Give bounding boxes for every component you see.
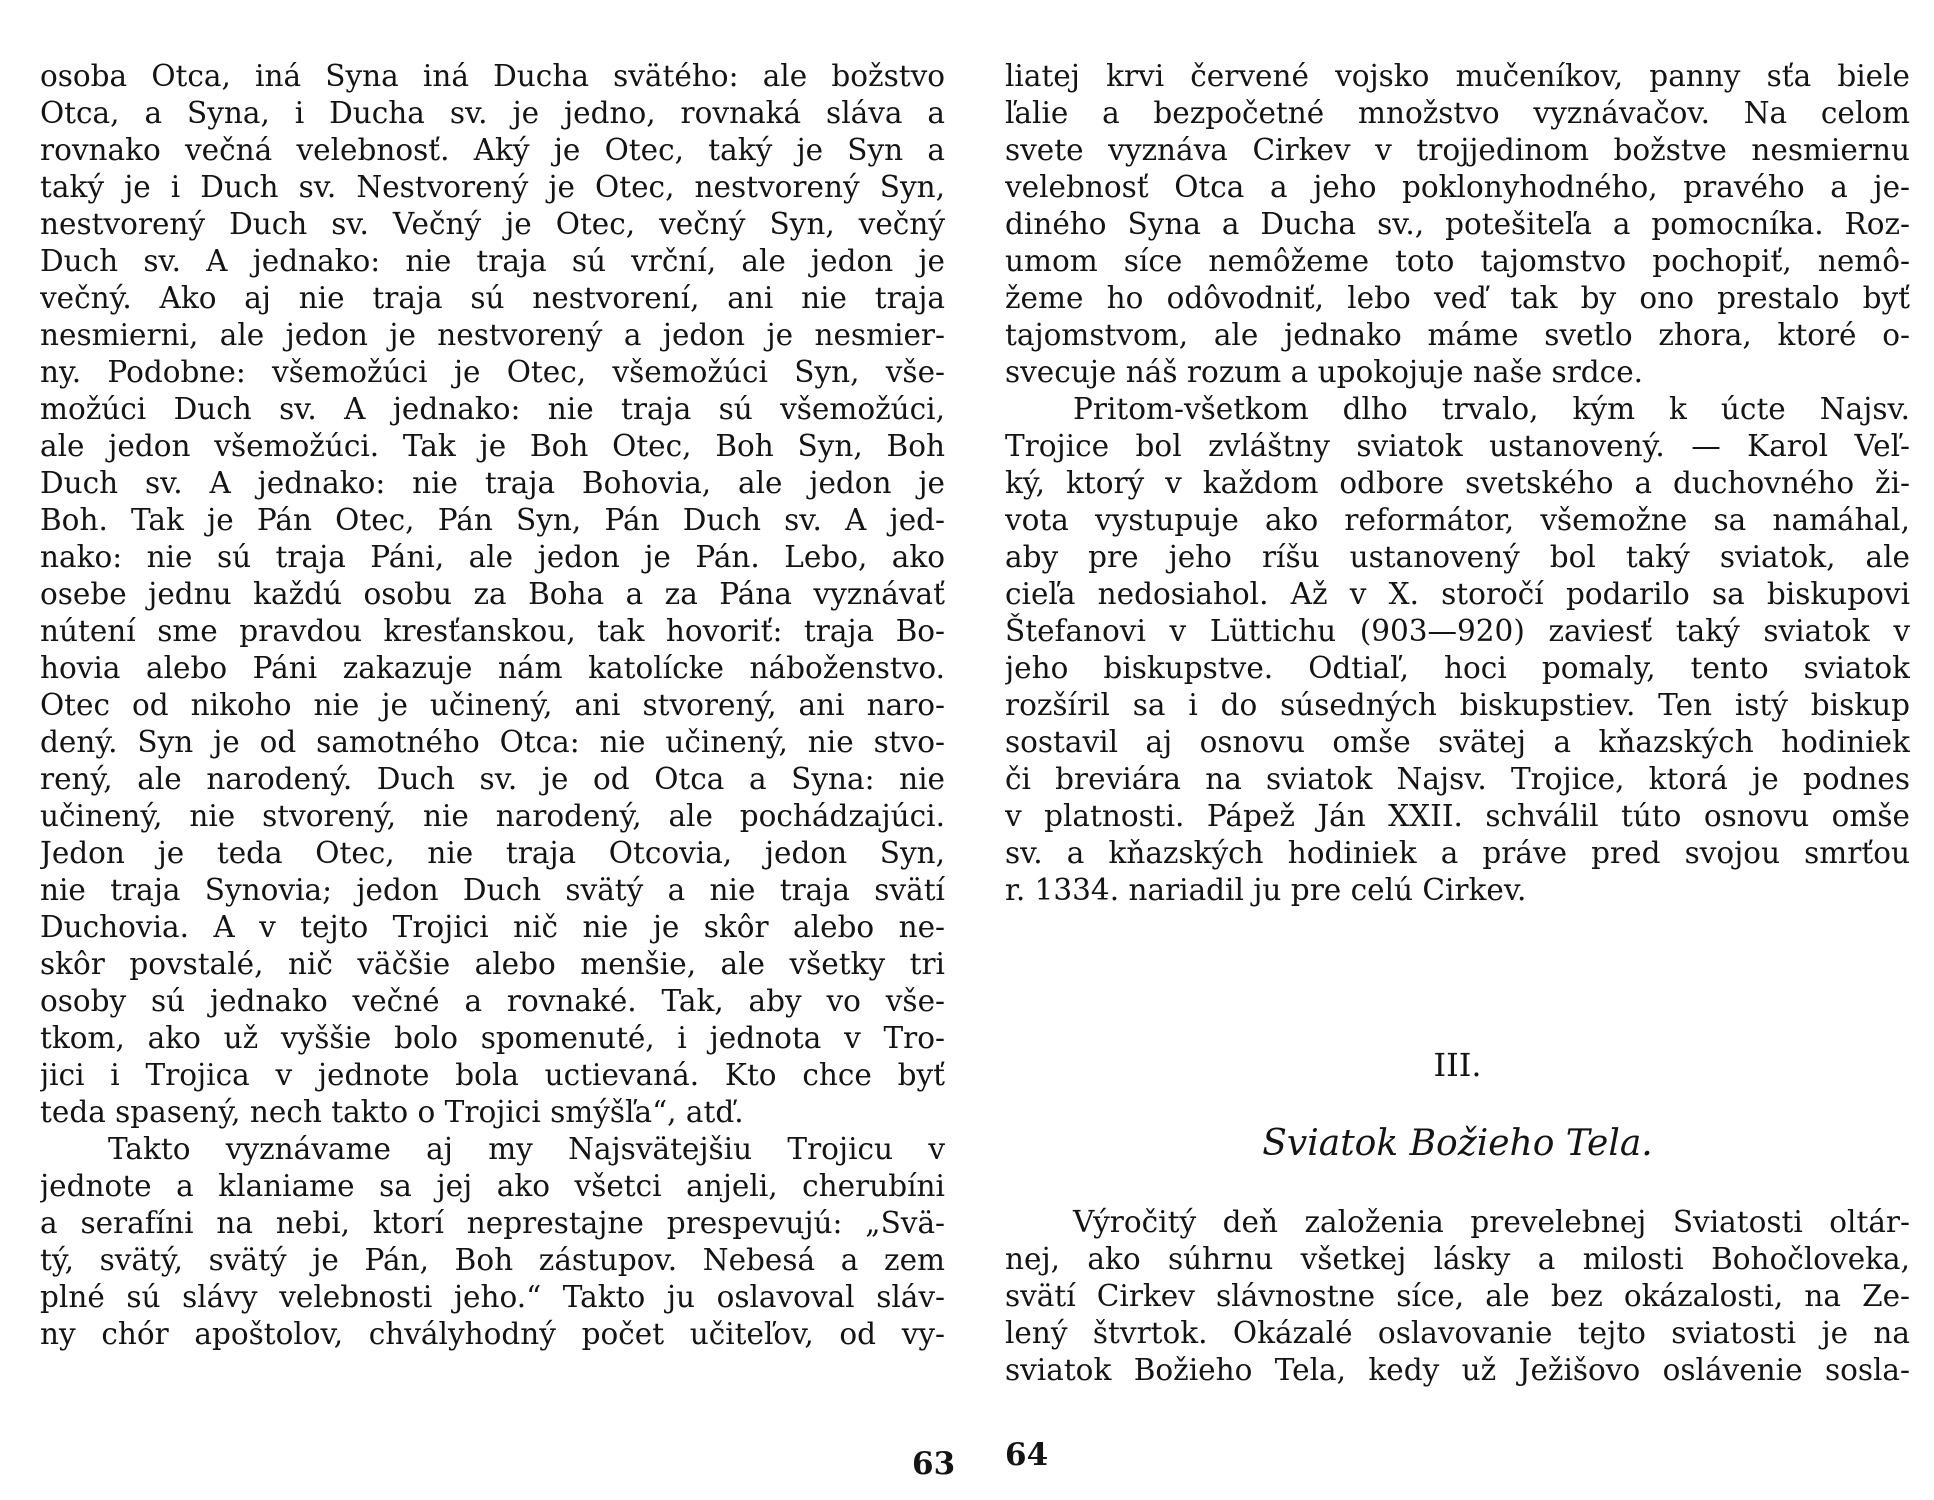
text-line: nako: nie sú traja Páni, ale jedon je Pán. Lebo, ako	[40, 540, 945, 574]
text-line: jednote a klaniame sa jej ako všetci anjeli, cherubíni	[40, 1169, 945, 1203]
text-line: svete vyznáva Cirkev v trojjedinom božstve nesmiernu	[1005, 133, 1910, 167]
text-line: osoba Otca, iná Syna iná Ducha svätého: ale božstvo	[40, 59, 945, 93]
text-line: tkom, ako už vyššie bolo spomenuté, i jednota v Tro-	[40, 1021, 945, 1055]
text-line: Štefanovi v Lüttichu (903—920) zaviesť taký sviatok v	[1005, 614, 1910, 648]
left-page	[40, 58, 945, 1353]
text-line: ny. Podobne: všemožúci je Otec, všemožúci Syn, vše-	[40, 355, 945, 389]
text-line: v platnosti. Pápež Ján XXII. schválil túto osnovu omše	[1005, 799, 1910, 833]
text-line: velebnosť Otca a jeho poklonyhodného, pravého a je-	[1005, 170, 1910, 204]
text-line: a serafíni na nebi, ktorí neprestajne prespevujú: „Svä-	[40, 1206, 945, 1240]
text-line: možúci Duch sv. A jednako: nie traja sú všemožúci,	[40, 392, 945, 426]
text-line: Takto vyznávame aj my Najsvätejšiu Trojicu v	[108, 1132, 945, 1166]
text-line: liatej krvi červené vojsko mučeníkov, panny sťa biele	[1005, 59, 1910, 93]
text-line: nie traja Synovia; jedon Duch svätý a nie traja svätí	[40, 873, 945, 907]
text-line: diného Syna a Ducha sv., potešiteľa a pomocníka. Roz-	[1005, 207, 1910, 241]
text-line: nestvorený Duch sv. Večný je Otec, večný Syn, večný	[40, 207, 945, 241]
text-line: ale jedon všemožúci. Tak je Boh Otec, Boh Syn, Boh	[40, 429, 945, 463]
page-number-left: 63	[912, 1446, 956, 1482]
text-line: Duchovia. A v tejto Trojici nič nie je skôr alebo ne-	[40, 910, 945, 944]
text-line: nútení sme pravdou kresťanskou, tak hovoriť: traja Bo-	[40, 614, 945, 648]
text-line: Duch sv. A jednako: nie traja sú vrční, ale jedon je	[40, 244, 945, 278]
text-line: sv. a kňazských hodiniek a práve pred svojou smrťou	[1005, 836, 1910, 870]
text-line: rozšíril sa i do súsedných biskupstiev. Ten istý biskup	[1005, 688, 1910, 722]
text-line: rovnako večná velebnosť. Aký je Otec, taký je Syn a	[40, 133, 945, 167]
text-line: učinený, nie stvorený, nie narodený, ale pochádzajúci.	[40, 799, 945, 833]
text-line: svätí Cirkev slávnostne síce, ale bez okázalosti, na Ze-	[1005, 1279, 1910, 1313]
text-line: nej, ako súhrnu všetkej lásky a milosti Bohočloveka,	[1005, 1242, 1910, 1276]
text-line: tajomstvom, ale jednako máme svetlo zhora, ktoré o-	[1005, 318, 1910, 352]
text-line: či breviára na sviatok Najsv. Trojice, ktorá je podnes	[1005, 762, 1910, 796]
text-line: Otca, a Syna, i Ducha sv. je jedno, rovnaká sláva a	[40, 96, 945, 130]
text-line: ľalie a bezpočetné množstvo vyznávačov. Na celom	[1005, 96, 1910, 130]
text-line: rený, ale narodený. Duch sv. je od Otca a Syna: nie	[40, 762, 945, 796]
text-line: taký je i Duch sv. Nestvorený je Otec, nestvorený Syn,	[40, 170, 945, 204]
text-line: r. 1334. nariadil ju pre celú Cirkev.	[1005, 873, 1527, 907]
text-line: lený štvrtok. Okázalé oslavovanie tejto sviatosti je na	[1005, 1316, 1910, 1350]
page-number-right: 64	[1005, 1437, 1049, 1473]
text-line: Duch sv. A jednako: nie traja Bohovia, ale jedon je	[40, 466, 945, 500]
text-line: vota vystupuje ako reformátor, všemožne sa namáhal,	[1005, 503, 1910, 537]
text-line: teda spasený, nech takto o Trojici smýšľa“, atď.	[40, 1095, 744, 1129]
text-line: Výročitý deň založenia prevelebnej Sviatosti oltár-	[1073, 1205, 1910, 1239]
text-line: hovia alebo Páni zakazuje nám katolícke náboženstvo.	[40, 651, 945, 685]
text-line: ký, ktorý v každom odbore svetského a duchovného ži-	[1005, 466, 1910, 500]
text-line: osebe jednu každú osobu za Boha a za Pána vyznávať	[40, 577, 945, 611]
right-page-bottom-text	[1005, 1204, 1910, 1389]
text-line: dený. Syn je od samotného Otca: nie učinený, nie stvo-	[40, 725, 945, 759]
text-line: večný. Ako aj nie traja sú nestvorení, ani nie traja	[40, 281, 945, 315]
text-line: svecuje náš rozum a upokojuje naše srdce.	[1005, 355, 1644, 389]
text-line: Trojice bol zvláštny sviatok ustanovený. — Karol Veľ-	[1005, 429, 1910, 463]
text-line: osoby sú jednako večné a rovnaké. Tak, aby vo vše-	[40, 984, 945, 1018]
text-line: umom síce nemôžeme toto tajomstvo pochopiť, nemô-	[1005, 244, 1910, 278]
text-line: cieľa nedosiahol. Až v X. storočí podarilo sa biskupovi	[1005, 577, 1910, 611]
right-page-top-text	[1005, 58, 1910, 909]
text-line: jici i Trojica v jednote bola uctievaná. Kto chce byť	[40, 1058, 945, 1092]
section-title: Sviatok Božieho Tela.	[1262, 1123, 1653, 1164]
text-line: plné sú slávy velebnosti jeho.“ Takto ju oslavoval sláv-	[40, 1280, 945, 1314]
text-line: jeho biskupstve. Odtiaľ, hoci pomaly, tento sviatok	[1005, 651, 1910, 685]
text-line: Jedon je teda Otec, nie traja Otcovia, jedon Syn,	[40, 836, 945, 870]
text-line: ny chór apoštolov, chvályhodný počet učiteľov, od vy-	[40, 1317, 945, 1351]
text-line: Otec od nikoho nie je učinený, ani stvorený, ani naro-	[40, 688, 945, 722]
text-line: nesmierni, ale jedon je nestvorený a jedon je nesmier-	[40, 318, 945, 352]
text-line: sviatok Božieho Tela, kedy už Ježišovo oslávenie sosla-	[1005, 1353, 1910, 1387]
text-line: Boh. Tak je Pán Otec, Pán Syn, Pán Duch sv. A jed-	[40, 503, 945, 537]
text-line: sostavil aj osnovu omše svätej a kňazských hodiniek	[1005, 725, 1910, 759]
text-line: skôr povstalé, nič väčšie alebo menšie, ale všetky tri	[40, 947, 945, 981]
section-number: III.	[1433, 1046, 1482, 1084]
text-line: žeme ho odôvodniť, lebo veď tak by ono prestalo byť	[1005, 281, 1910, 315]
text-line: tý, svätý, svätý je Pán, Boh zástupov. Nebesá a zem	[40, 1243, 945, 1277]
text-line: Pritom-všetkom dlho trvalo, kým k úcte Najsv.	[1073, 392, 1910, 426]
text-line: aby pre jeho ríšu ustanovený bol taký sviatok, ale	[1005, 540, 1910, 574]
